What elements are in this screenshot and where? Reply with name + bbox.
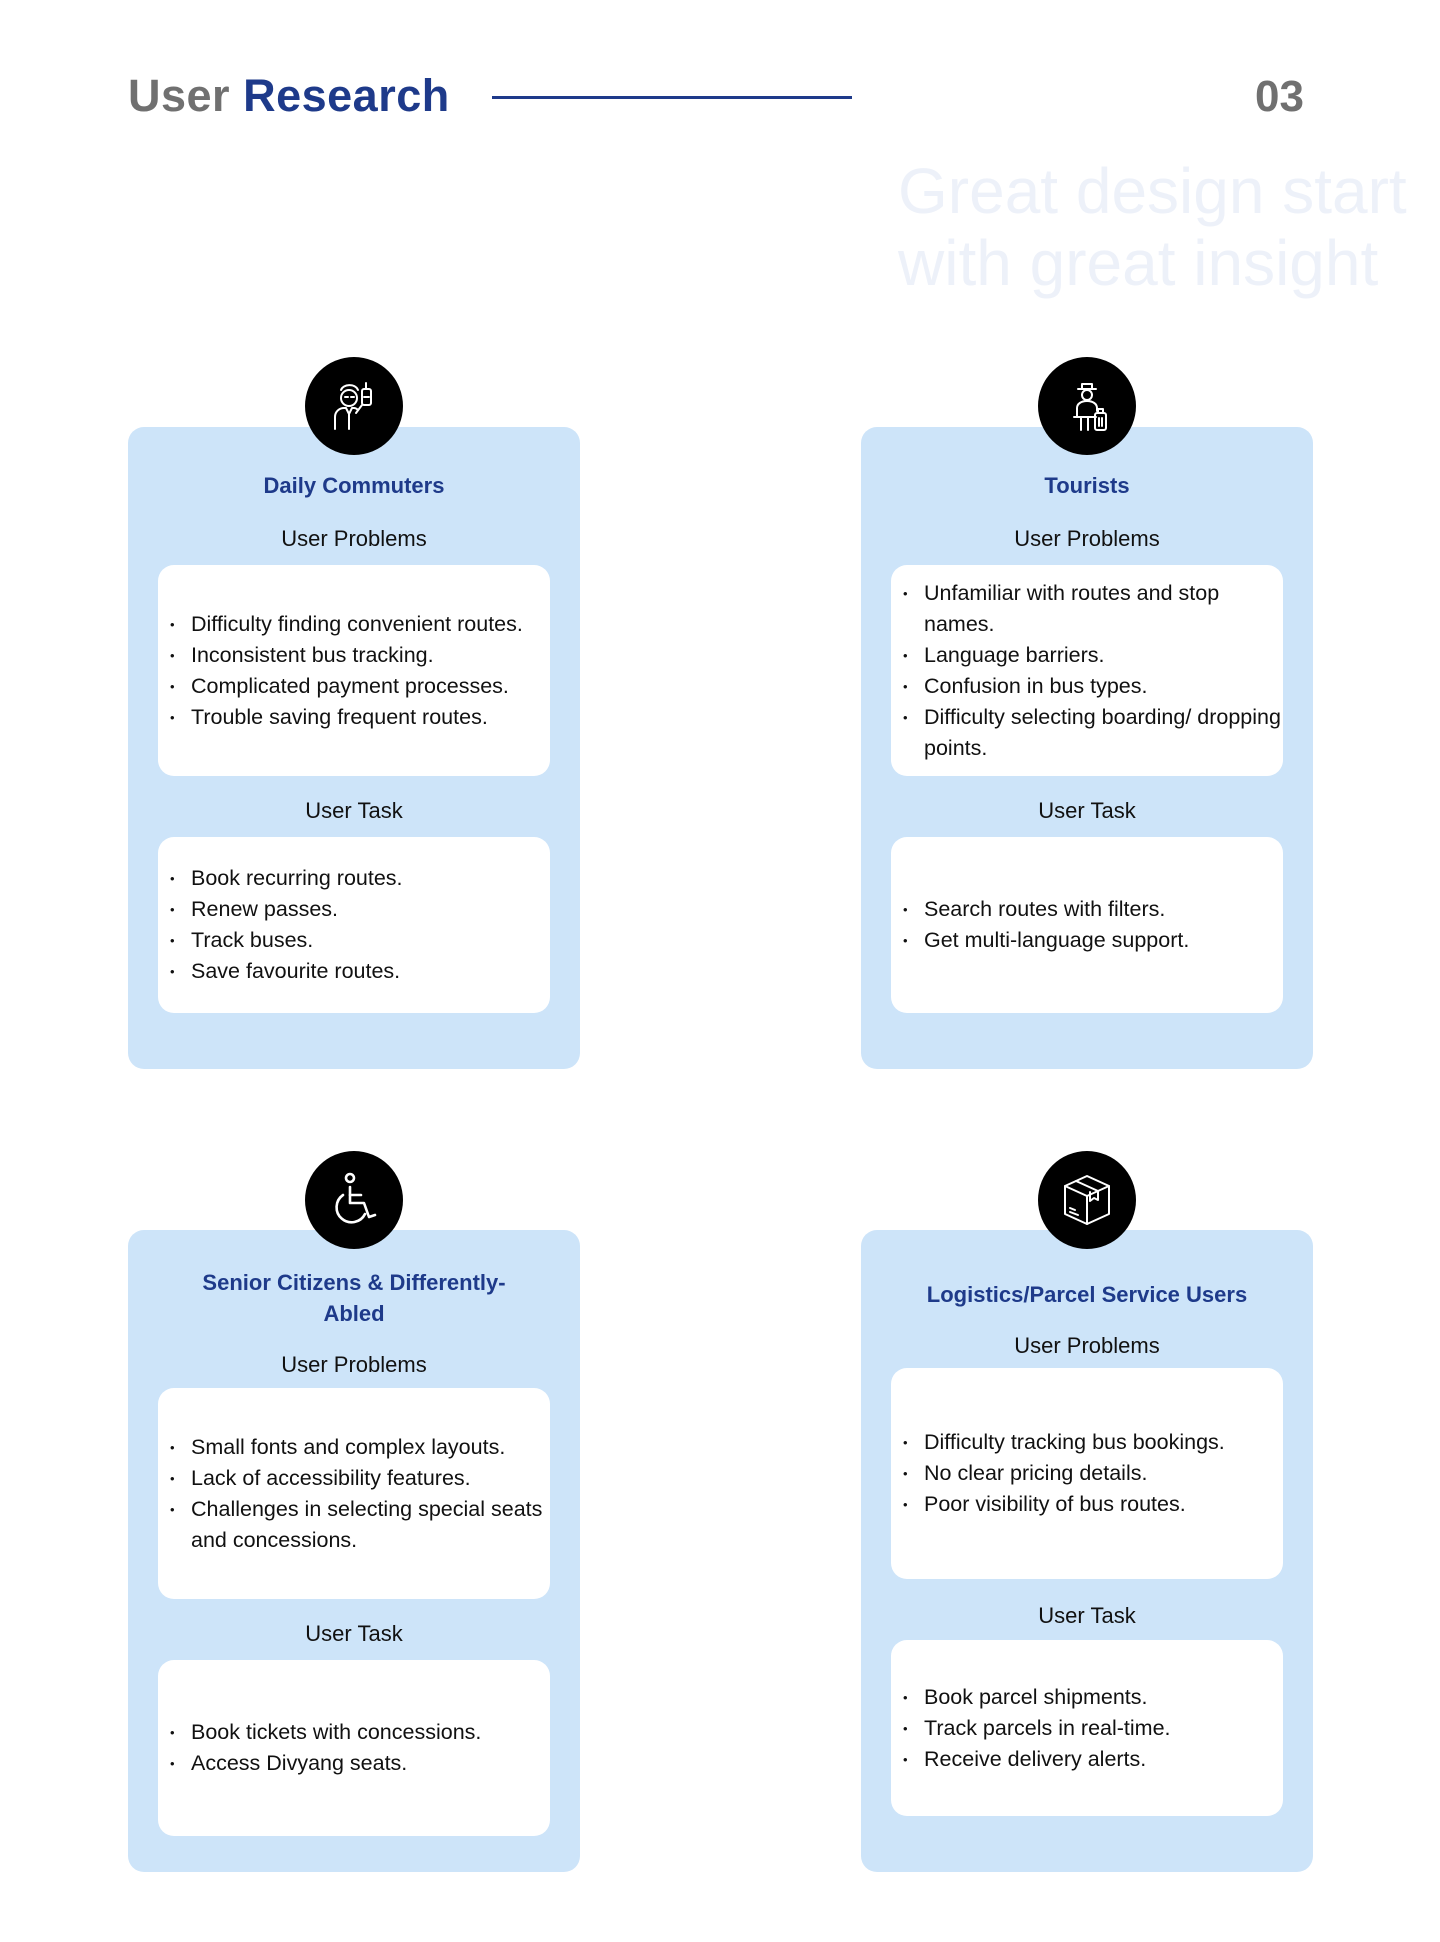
user-problems-box — [891, 1368, 1283, 1579]
user-problems-label: User Problems — [1014, 1333, 1160, 1358]
list-item: • Receive delivery alerts. — [903, 1744, 1283, 1775]
persona-card-logistics — [861, 1230, 1313, 1872]
persona-card-tourists — [861, 427, 1313, 1069]
list-item: • Confusion in bus types. — [903, 671, 1283, 702]
user-problems-label: User Problems — [281, 526, 427, 551]
list-item: • Small fonts and complex layouts. — [170, 1432, 550, 1463]
page-title-part2: Research — [243, 70, 450, 121]
tagline-line-1: Great design start — [898, 155, 1407, 227]
list-item: • Challenges in selecting special seats and concessions. — [170, 1494, 550, 1556]
persona-card-senior-citizens — [128, 1230, 580, 1872]
list-item: • Search routes with filters. — [903, 894, 1283, 925]
list-item: • Track buses. — [170, 925, 550, 956]
user-task-box — [158, 1660, 550, 1836]
wheelchair-icon — [305, 1151, 403, 1249]
page-title — [128, 70, 450, 122]
card-title — [173, 1267, 535, 1329]
list-item: • Book parcel shipments. — [903, 1682, 1283, 1713]
card-title: Logistics/Parcel Service Users — [926, 1282, 1248, 1307]
page-number: 03 — [1255, 72, 1304, 121]
user-problems-label: User Problems — [1014, 526, 1160, 551]
list-item: • Unfamiliar with routes and stop names. — [903, 578, 1283, 640]
user-problems-box — [158, 565, 550, 776]
card-title: Daily Commuters — [263, 473, 445, 498]
list-item: • Difficulty selecting boarding/ dropping points. — [903, 702, 1283, 764]
list-item: • No clear pricing details. — [903, 1458, 1283, 1489]
user-problems-label: User Problems — [281, 1352, 427, 1377]
user-problems-box — [891, 565, 1283, 776]
list-item: • Book recurring routes. — [170, 863, 550, 894]
list-item: • Trouble saving frequent routes. — [170, 702, 550, 733]
tagline-line-2: with great insight — [898, 227, 1379, 299]
list-item: • Save favourite routes. — [170, 956, 550, 987]
list-item: • Difficulty finding convenient routes. — [170, 609, 550, 640]
list-item: • Difficulty tracking bus bookings. — [903, 1427, 1283, 1458]
list-item: • Complicated payment processes. — [170, 671, 550, 702]
commuter-icon — [305, 357, 403, 455]
user-task-box — [158, 837, 550, 1013]
list-item: • Language barriers. — [903, 640, 1283, 671]
list-item: • Poor visibility of bus routes. — [903, 1489, 1283, 1520]
user-task-box — [891, 1640, 1283, 1816]
user-task-box — [891, 837, 1283, 1013]
list-item: • Renew passes. — [170, 894, 550, 925]
list-item: • Lack of accessibility features. — [170, 1463, 550, 1494]
list-item: • Access Divyang seats. — [170, 1748, 550, 1779]
page-title-part1: User — [128, 70, 231, 121]
list-item: • Book tickets with concessions. — [170, 1717, 550, 1748]
persona-card-daily-commuters — [128, 427, 580, 1069]
header-divider — [492, 96, 852, 99]
card-title-text: Senior Citizens & Differently-Abled — [202, 1270, 506, 1326]
user-task-label: User Task — [1038, 798, 1136, 823]
tourist-icon — [1038, 357, 1136, 455]
list-item: • Inconsistent bus tracking. — [170, 640, 550, 671]
user-problems-box — [158, 1388, 550, 1599]
parcel-box-icon — [1038, 1151, 1136, 1249]
user-task-label: User Task — [1038, 1603, 1136, 1628]
tagline — [898, 155, 1407, 299]
user-task-label: User Task — [305, 798, 403, 823]
card-title: Tourists — [1044, 473, 1130, 498]
list-item: • Get multi-language support. — [903, 925, 1283, 956]
list-item: • Track parcels in real-time. — [903, 1713, 1283, 1744]
user-task-label: User Task — [305, 1621, 403, 1646]
